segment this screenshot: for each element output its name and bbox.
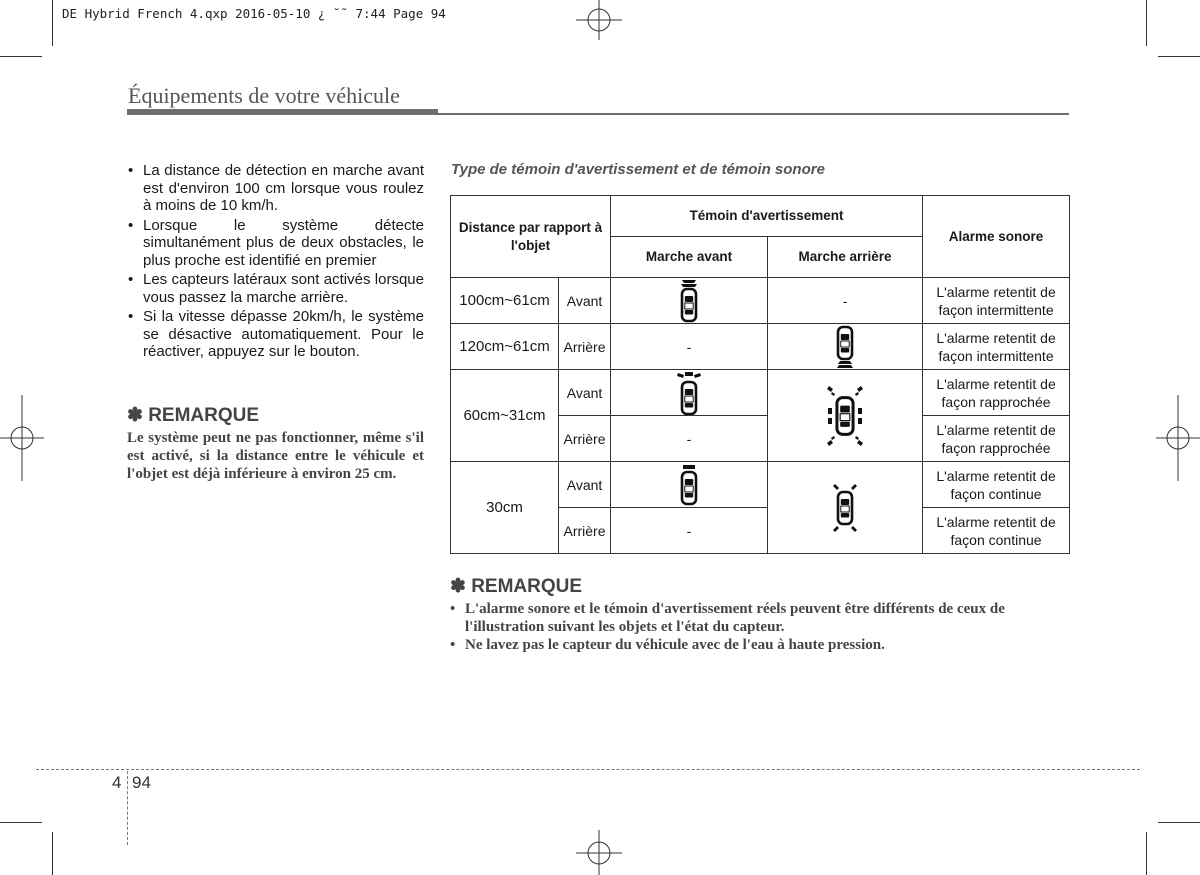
direction-cell: Avant: [559, 278, 611, 324]
footer-dashed-divider: [127, 771, 128, 845]
reverse-indicator-cell: -: [768, 278, 923, 324]
header-forward: Marche avant: [611, 237, 768, 278]
remarque2-list: [450, 600, 1070, 654]
alarm-cell: L'alarme retentit de façon intermittente: [923, 324, 1070, 370]
warning-table: [450, 195, 1070, 554]
list-item: • L'alarme sonore et le témoin d'avertissement réels peuvent être différents de ceux de l'illustration suivant les objets et l'état du capteur.: [450, 600, 1070, 636]
asterisk-icon: ✽: [127, 405, 143, 426]
alarm-cell: L'alarme retentit de façon rapprochée: [923, 416, 1070, 462]
distance-cell: 30cm: [451, 462, 559, 554]
header-distance: Distance par rapport à l'objet: [451, 196, 611, 278]
distance-cell: 100cm~61cm: [451, 278, 559, 324]
remarque2-heading: [450, 575, 582, 598]
table-row: [451, 462, 1070, 508]
direction-cell: Arrière: [559, 416, 611, 462]
distance-cell: 120cm~61cm: [451, 324, 559, 370]
remarque2-label: REMARQUE: [471, 576, 583, 597]
forward-indicator-cell: -: [611, 324, 768, 370]
forward-indicator-cell: -: [611, 416, 768, 462]
list-item: • Les capteurs latéraux sont activés lorsque vous passez la marche arrière.: [127, 271, 424, 306]
forward-indicator-cell: [611, 462, 768, 508]
alarm-cell: L'alarme retentit de façon continue: [923, 508, 1070, 554]
section-title: Équipements de votre véhicule: [128, 83, 400, 108]
forward-indicator-cell: [611, 278, 768, 324]
remarque-text: Le système peut ne pas fonctionner, même s'il est activé, si la distance entre le véhicule et l'objet est déjà inférieure à environ 25 cm.: [127, 430, 424, 482]
remarque-label: REMARQUE: [148, 405, 260, 426]
footer-dashed-rule: [36, 769, 1140, 770]
chapter-number: 4: [112, 773, 122, 792]
header-rule-thick: [127, 109, 438, 115]
header-reverse: Marche arrière: [768, 237, 923, 278]
asterisk-icon: ✽: [450, 576, 466, 597]
table-caption: Type de témoin d'avertissement et de témoin sonore: [451, 161, 825, 178]
distance-cell: 60cm~31cm: [451, 370, 559, 462]
car-front-sensor-icon: [676, 279, 702, 323]
car-rear-sensor-icon: [832, 325, 858, 369]
page-number: 94: [132, 773, 151, 792]
header-warning: Témoin d'avertissement: [611, 196, 923, 237]
list-item: • La distance de détection en marche avant est d'environ 100 cm lorsque vous roulez à moins de 10 km/h.: [127, 162, 424, 215]
header-alarm: Alarme sonore: [923, 196, 1070, 278]
forward-indicator-cell: [611, 370, 768, 416]
car-corner-sensors-icon: [829, 480, 861, 536]
car-front-sensor-icon: [676, 463, 702, 507]
table-row: [451, 324, 1070, 370]
registration-mark-bottom: [576, 830, 622, 875]
sensor-notes-list: [127, 162, 424, 363]
car-front-sensor-icon: [674, 371, 704, 415]
registration-mark-left: [0, 395, 44, 481]
direction-cell: Arrière: [559, 324, 611, 370]
reverse-indicator-cell: [768, 462, 923, 554]
list-item: • Lorsque le système détecte simultanément plus de deux obstacles, le plus proche est identifié en premier: [127, 217, 424, 270]
direction-cell: Arrière: [559, 508, 611, 554]
table-row: [451, 370, 1070, 416]
forward-indicator-cell: -: [611, 508, 768, 554]
reverse-indicator-cell: [768, 324, 923, 370]
list-item: • Si la vitesse dépasse 20km/h, le système se désactive automatiquement. Pour le réactiver, appuyez sur le bouton.: [127, 308, 424, 361]
alarm-cell: L'alarme retentit de façon rapprochée: [923, 370, 1070, 416]
table-row: [451, 278, 1070, 324]
car-all-sensors-icon: [825, 382, 865, 450]
list-item: • Ne lavez pas le capteur du véhicule avec de l'eau à haute pression.: [450, 636, 1070, 654]
registration-mark-top: [576, 0, 622, 40]
print-slug: DE Hybrid French 4.qxp 2016-05-10 ¿ ˘˜ 7:44 Page 94: [62, 6, 446, 21]
direction-cell: Avant: [559, 462, 611, 508]
alarm-cell: L'alarme retentit de façon continue: [923, 462, 1070, 508]
table-header-row: [451, 196, 1070, 237]
direction-cell: Avant: [559, 370, 611, 416]
registration-mark-right: [1156, 395, 1200, 481]
remarque-heading: [127, 404, 259, 427]
alarm-cell: L'alarme retentit de façon intermittente: [923, 278, 1070, 324]
header-rule-thin: [438, 113, 1069, 115]
reverse-indicator-cell: [768, 370, 923, 462]
